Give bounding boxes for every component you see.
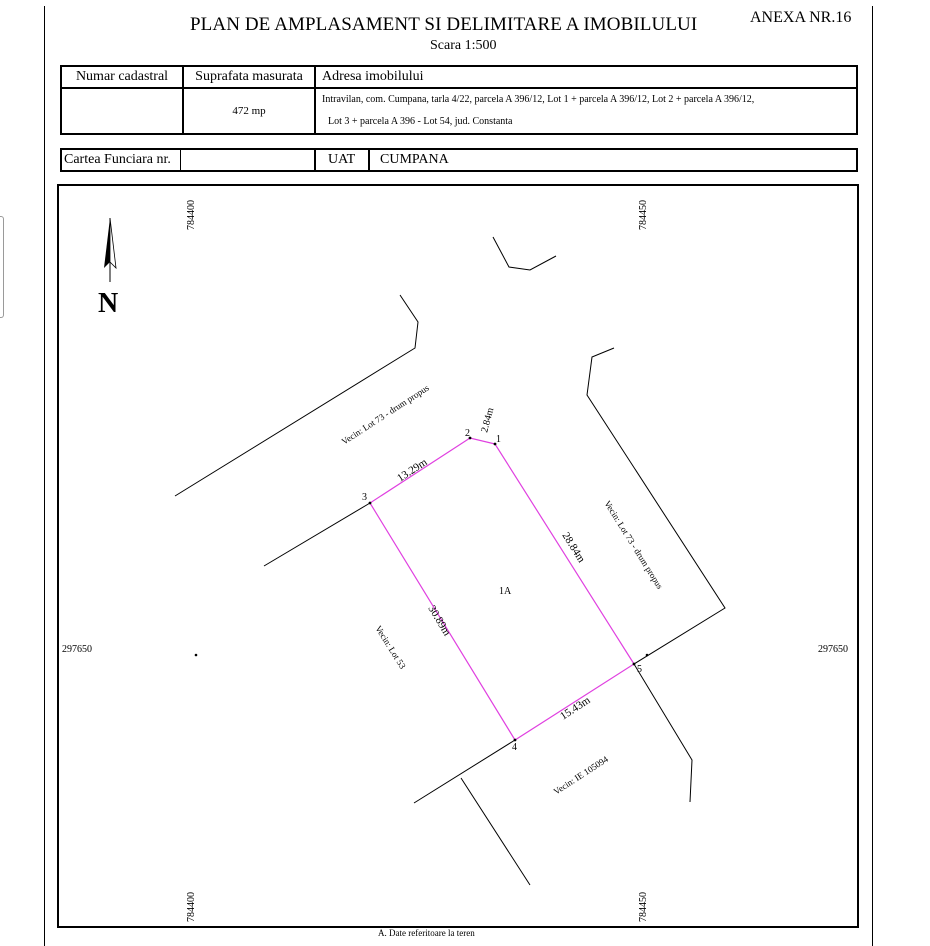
plan-frame — [58, 185, 858, 927]
neighbor-label: Vecin: Lot 73 - drum propus — [602, 498, 665, 591]
header-area: Suprafata masurata — [183, 66, 315, 88]
grid-x-left-bottom: 784400 — [186, 892, 197, 922]
dimension-label: 2.84m — [479, 406, 497, 434]
header-address: Adresa imobilului — [315, 66, 857, 88]
scale-label: Scara 1:500 — [430, 38, 497, 53]
dimension-label: 15.43m — [558, 694, 593, 723]
document-title: PLAN DE AMPLASAMENT SI DELIMITARE A IMOBILULUI — [190, 14, 698, 35]
point-label-2: 2 — [465, 428, 470, 439]
point-label-4: 4 — [512, 742, 517, 753]
grid-x-right-bottom: 784450 — [638, 892, 649, 922]
dimension-label: 13.29m — [395, 456, 430, 485]
grid-cross-marker — [195, 654, 198, 657]
neighbor-label: Vecin: Lot 53 — [373, 623, 408, 671]
point-label-5: 5 — [637, 664, 642, 675]
address-line-1: Intravilan, com. Cumpana, tarla 4/22, parcela A 396/12, Lot 1 + parcela A 396/12, Lot 2 + parcela A 396/12, — [322, 94, 755, 105]
land-register-label: Cartea Funciara nr. — [64, 152, 171, 167]
header-cadastral: Numar cadastral — [61, 66, 183, 88]
uat-label: UAT — [328, 152, 356, 167]
footer-partial-text: A. Date referitoare la teren — [378, 928, 475, 938]
address-line-2: Lot 3 + parcela A 396 - Lot 54, jud. Constanta — [328, 116, 513, 127]
uat-value: CUMPANA — [380, 152, 449, 167]
north-arrow-icon — [104, 218, 116, 282]
grid-y-right: 297650 — [818, 644, 848, 655]
point-label-3: 3 — [362, 492, 367, 503]
grid-y-left: 297650 — [62, 644, 92, 655]
dimension-label: 30.89m — [425, 603, 453, 639]
north-label: N — [98, 288, 119, 319]
point-label-1: 1 — [496, 434, 501, 445]
grid-x-right-top: 784450 — [638, 200, 649, 230]
grid-x-left-top: 784400 — [186, 200, 197, 230]
dimension-label: 28.84m — [559, 530, 588, 565]
parcel-id: 1A — [499, 586, 512, 597]
annex-number: ANEXA NR.16 — [750, 9, 852, 26]
neighbor-label: Vecin: Lot 73 - drum propus — [339, 382, 431, 447]
neighbor-label: Vecin: IE 105094 — [551, 753, 610, 797]
area-value: 472 mp — [183, 88, 315, 134]
